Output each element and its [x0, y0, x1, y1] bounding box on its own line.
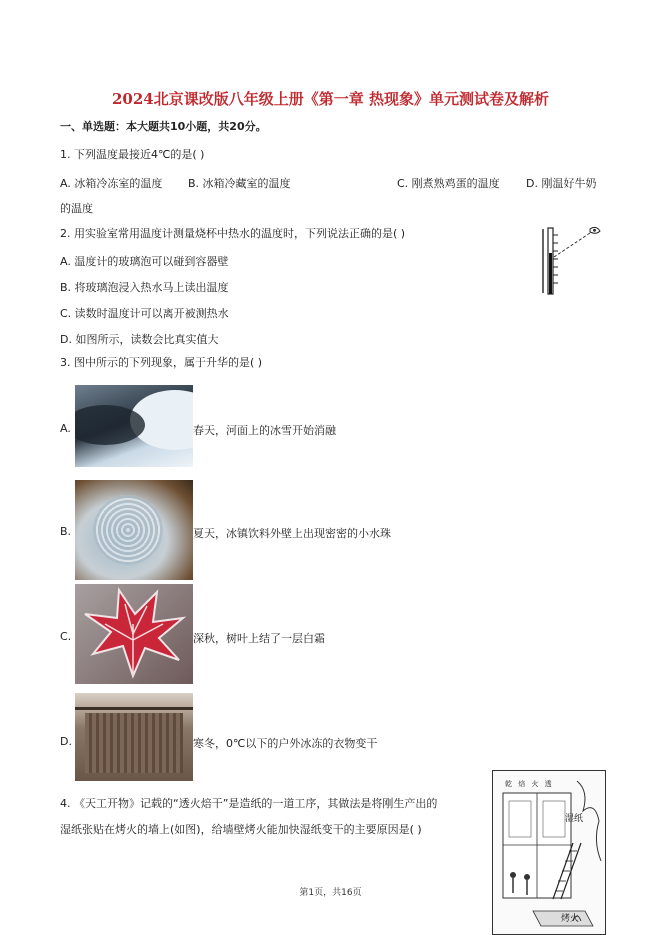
q3-option-d-letter: D. — [60, 735, 72, 748]
q3-option-c-letter: C. — [60, 630, 72, 643]
q2-stem: 2. 用实验室常用温度计测量烧杯中热水的温度时，下列说法正确的是( ) — [60, 227, 406, 240]
q3-b-photo-water-droplets — [75, 480, 193, 580]
q1-option-d: D. 刚温好牛奶 — [526, 177, 597, 190]
q4-line-2: 湿纸张贴在烤火的墙上(如图)，给墙壁烤火能加快湿纸变干的主要原因是( ) — [60, 823, 422, 836]
q2-option-a: A. 温度计的玻璃泡可以碰到容器壁 — [60, 255, 229, 268]
q3-c-photo-frosted-leaf — [75, 584, 193, 684]
q3-option-b-letter: B. — [60, 525, 72, 538]
page-title: 2024北京课改版八年级上册《第一章 热现象》单元测试卷及解析 — [112, 90, 549, 108]
q3-option-c-text: 深秋，树叶上结了一层白霜 — [193, 632, 325, 645]
q3-option-d-text: 寒冬，0℃以下的户外冰冻的衣物变干 — [193, 737, 378, 750]
page-footer: 第1页，共16页 — [299, 888, 362, 898]
q2-option-c: C. 读数时温度计可以离开被测热水 — [60, 307, 229, 320]
q3-option-a-letter: A. — [60, 422, 71, 435]
q1-option-b: B. 冰箱冷藏室的温度 — [188, 177, 291, 190]
section-heading: 一、单选题：本大题共10小题，共20分。 — [60, 120, 267, 133]
figure-label-fire: 烤火 — [561, 914, 580, 924]
q1-option-d-cont: 的温度 — [60, 202, 93, 215]
q2-option-b: B. 将玻璃泡浸入热水马上读出温度 — [60, 281, 229, 294]
q1-stem: 1. 下列温度最接近4℃的是( ) — [60, 148, 205, 161]
q3-option-a-text: 春天，河面上的冰雪开始消融 — [193, 424, 336, 437]
thermometer-figure — [530, 223, 605, 298]
figure-label-wet-paper: 湿纸 — [565, 814, 584, 824]
q3-stem: 3. 图中所示的下列现象，属于升华的是( ) — [60, 356, 263, 369]
q3-a-photo-melting-ice — [75, 385, 193, 467]
q1-option-a: A. 冰箱冷冻室的温度 — [60, 177, 163, 190]
q1-option-c: C. 刚煮熟鸡蛋的温度 — [397, 177, 500, 190]
figure-caption: 乾 焙 火 透 — [505, 780, 554, 788]
q2-option-d: D. 如图所示，读数会比真实值大 — [60, 333, 219, 346]
papermaking-woodcut-figure — [492, 770, 606, 935]
q3-d-photo-frozen-clothes — [75, 693, 193, 781]
q3-option-b-text: 夏天，冰镇饮料外壁上出现密密的小水珠 — [193, 527, 391, 540]
q4-line-1: 4. 《天工开物》记载的“透火焙干”是造纸的一道工序，其做法是将刚生产出的 — [60, 797, 438, 810]
